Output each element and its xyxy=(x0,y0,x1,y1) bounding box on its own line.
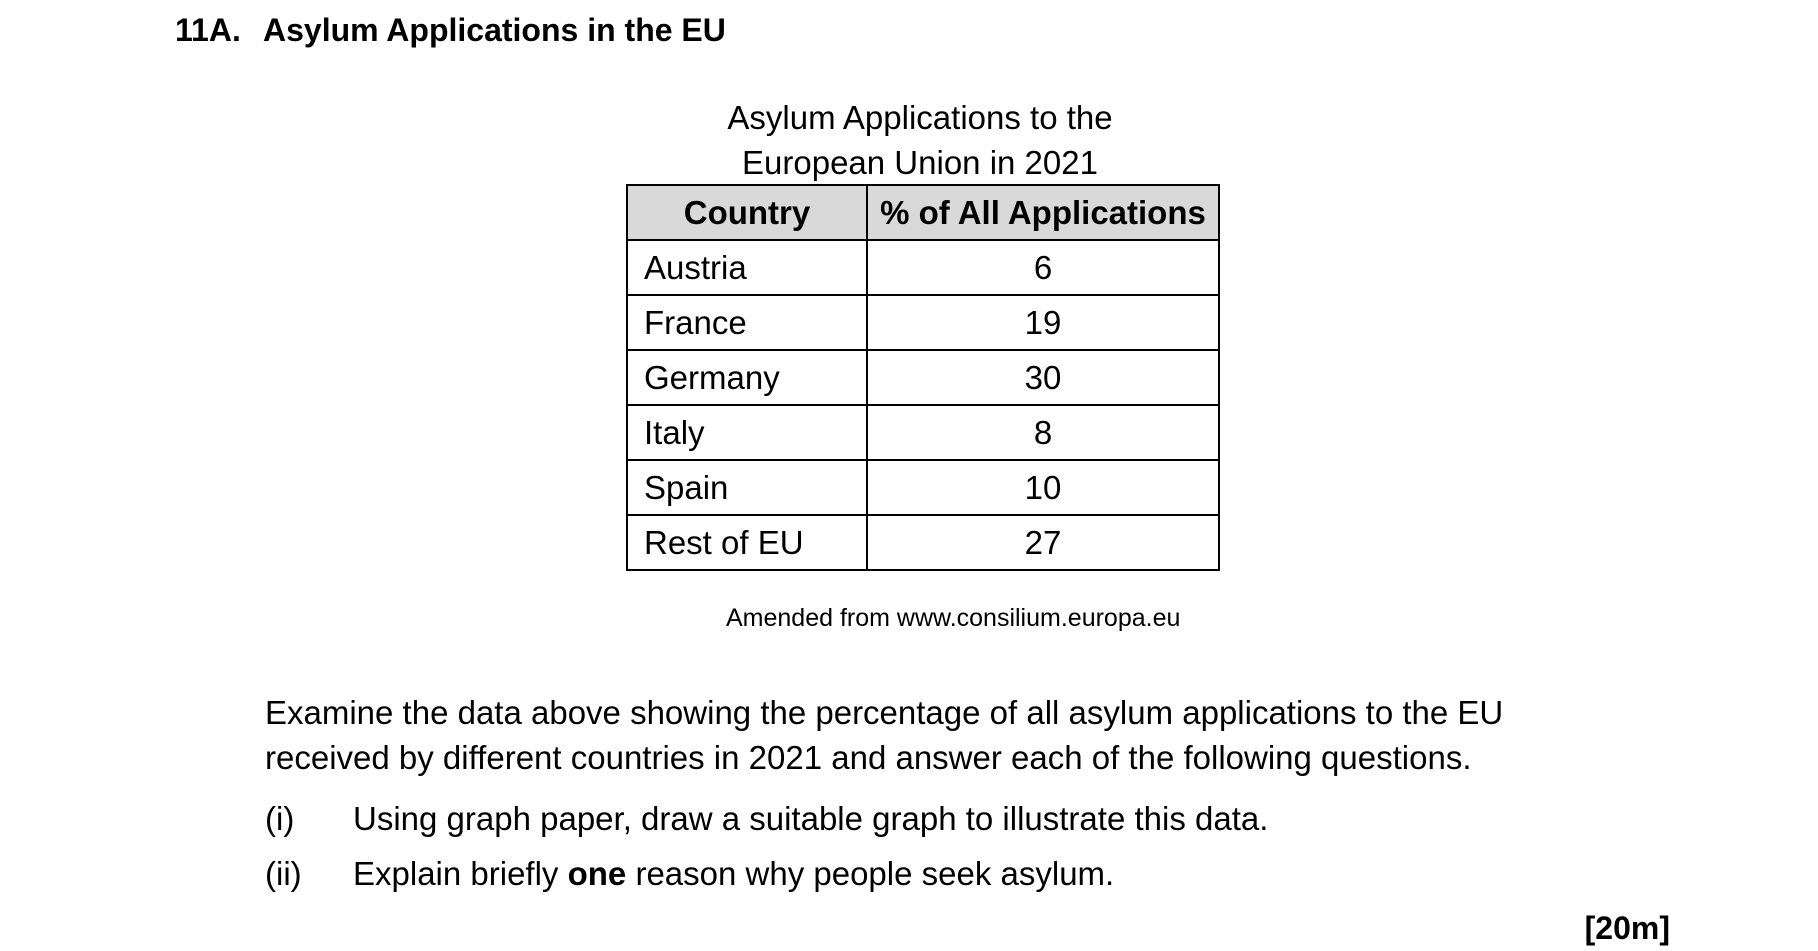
question-number: 11A. xyxy=(175,12,241,48)
part-ii-text-after: reason why people seek asylum. xyxy=(626,855,1115,892)
table-row xyxy=(627,350,1219,405)
table-row xyxy=(627,240,1219,295)
percent-cell: 8 xyxy=(867,405,1219,460)
table-source-note: Amended from www.consilium.europa.eu xyxy=(726,604,1181,632)
table-row xyxy=(627,405,1219,460)
table-title xyxy=(620,95,1220,185)
country-cell: Germany xyxy=(627,350,867,405)
percent-cell: 6 xyxy=(867,240,1219,295)
column-header-percent: % of All Applications xyxy=(867,185,1219,240)
question-part-ii xyxy=(265,855,1114,893)
part-i-text: Using graph paper, draw a suitable graph to illustrate this data. xyxy=(353,800,1269,837)
asylum-data-table xyxy=(626,184,1220,571)
country-cell: France xyxy=(627,295,867,350)
intro-line1: Examine the data above showing the percentage of all asylum applications to the EU xyxy=(265,694,1504,731)
country-cell: Spain xyxy=(627,460,867,515)
column-header-country: Country xyxy=(627,185,867,240)
marks-label: [20m] xyxy=(1584,910,1670,946)
country-cell: Italy xyxy=(627,405,867,460)
percent-cell: 19 xyxy=(867,295,1219,350)
country-cell: Rest of EU xyxy=(627,515,867,570)
question-title: Asylum Applications in the EU xyxy=(263,12,726,48)
percent-cell: 27 xyxy=(867,515,1219,570)
part-i-label: (i) xyxy=(265,800,295,837)
percent-cell: 30 xyxy=(867,350,1219,405)
part-ii-label: (ii) xyxy=(265,855,302,892)
table-header-row xyxy=(627,185,1219,240)
part-ii-text-before: Explain briefly xyxy=(353,855,568,892)
question-part-i xyxy=(265,800,1268,838)
intro-line2: received by different countries in 2021 and answer each of the following questions. xyxy=(265,739,1472,776)
table-row xyxy=(627,460,1219,515)
question-heading xyxy=(175,12,726,49)
table-title-line1: Asylum Applications to the xyxy=(727,99,1113,136)
table-row xyxy=(627,295,1219,350)
table-row xyxy=(627,515,1219,570)
part-ii-emphasis: one xyxy=(567,855,627,892)
question-intro xyxy=(265,690,1585,780)
percent-cell: 10 xyxy=(867,460,1219,515)
country-cell: Austria xyxy=(627,240,867,295)
table-title-line2: European Union in 2021 xyxy=(742,144,1098,181)
